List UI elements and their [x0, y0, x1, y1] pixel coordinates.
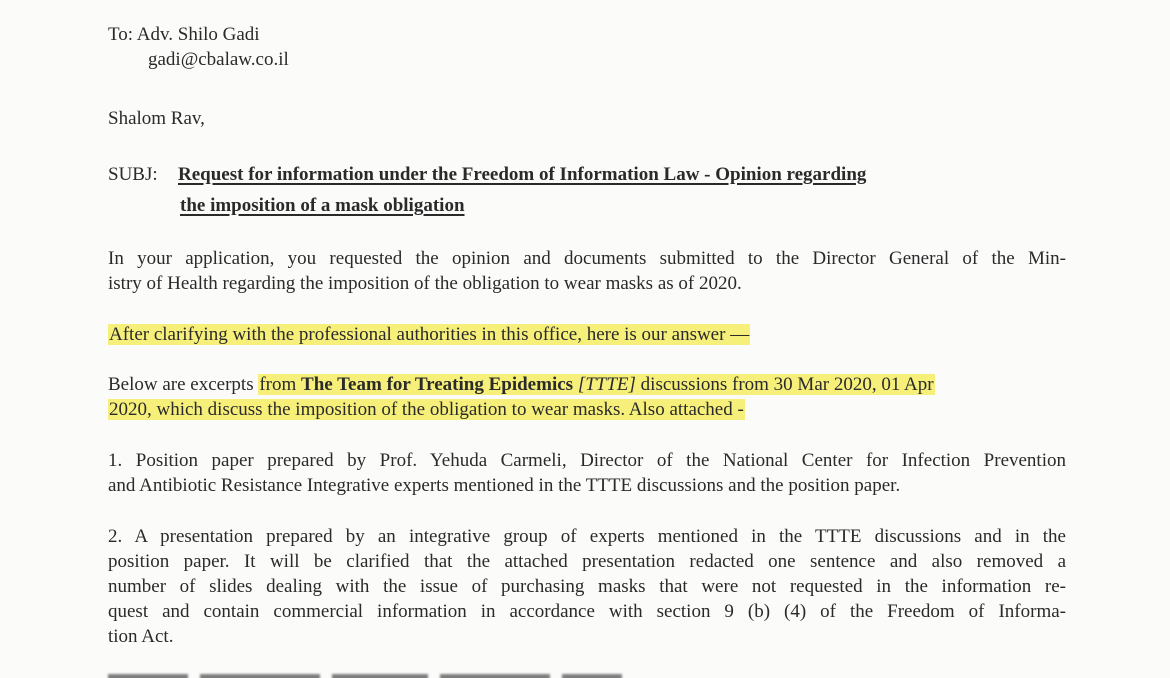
list-item-1: [108, 448, 1066, 498]
item-1-line-2: and Antibiotic Resistance Integrative experts mentioned in the TTTE discussions and the position paper.: [108, 475, 901, 496]
excerpts-line-1-rest: discussions from 30 Mar 2020, 01 Apr: [635, 374, 934, 395]
list-item-2: [108, 524, 1066, 649]
cut-off-word: [562, 674, 622, 678]
item-2-line-1: 2. A presentation prepared by an integrative group of experts mentioned in the TTTE discussions and in the: [108, 526, 1066, 547]
application-paragraph: [108, 246, 1066, 296]
subject-text-1: Request for information under the Freedom of Information Law - Opinion regarding: [178, 164, 867, 185]
recipient-line: To: Adv. Shilo Gadi: [108, 24, 260, 45]
cut-off-word: [440, 674, 550, 678]
application-line-1: In your application, you requested the opinion and documents submitted to the Director General of the Min-: [108, 248, 1066, 269]
recipient-block: [108, 22, 1066, 72]
item-2-line-4: quest and contain commercial information in accordance with section 9 (b) (4) of the Freedom of Informa-: [108, 601, 1066, 622]
excerpts-line-1: [108, 372, 1066, 397]
item-2-line-3: number of slides dealing with the issue of purchasing masks that were not requested in the information re-: [108, 576, 1066, 597]
item-2-line-5: tion Act.: [108, 626, 174, 647]
answer-paragraph: [108, 322, 1066, 347]
team-abbrev: [TTTE]: [577, 374, 636, 395]
subject-line-1: [108, 162, 1066, 187]
item-2-line-2: position paper. It will be clarified that the attached presentation redacted one sentence and also removed a: [108, 551, 1066, 572]
subject-block: [108, 162, 1066, 218]
team-name: The Team for Treating Epidemics: [301, 374, 574, 395]
cut-off-word: [332, 674, 428, 678]
cut-off-word: [108, 674, 188, 678]
excerpts-paragraph: [108, 372, 1066, 422]
greeting-text: Shalom Rav,: [108, 108, 205, 129]
item-1-line-1: 1. Position paper prepared by Prof. Yehuda Carmeli, Director of the National Center for Infection Prevention: [108, 450, 1066, 471]
subject-label: SUBJ:: [108, 164, 158, 185]
greeting: [108, 106, 1066, 131]
subject-line-2: [108, 193, 1066, 218]
answer-highlight: After clarifying with the professional authorities in this office, here is our answer —: [109, 324, 750, 345]
excerpts-highlight-2: 2020, which discuss the imposition of the obligation to wear masks. Also attached -: [109, 399, 744, 420]
excerpts-line-2: [108, 397, 1066, 422]
cut-off-word: [200, 674, 320, 678]
subject-text-2: the imposition of a mask obligation: [180, 195, 465, 216]
excerpts-highlight-1: [258, 374, 934, 395]
recipient-email: gadi@cbalaw.co.il: [148, 49, 289, 70]
excerpts-from: from: [259, 374, 302, 395]
answer-line: [108, 322, 1066, 347]
excerpts-prefix: Below are excerpts: [108, 374, 259, 395]
cut-off-text-line: [108, 666, 628, 678]
application-line-2: istry of Health regarding the imposition of the obligation to wear masks as of 2020.: [108, 273, 742, 294]
